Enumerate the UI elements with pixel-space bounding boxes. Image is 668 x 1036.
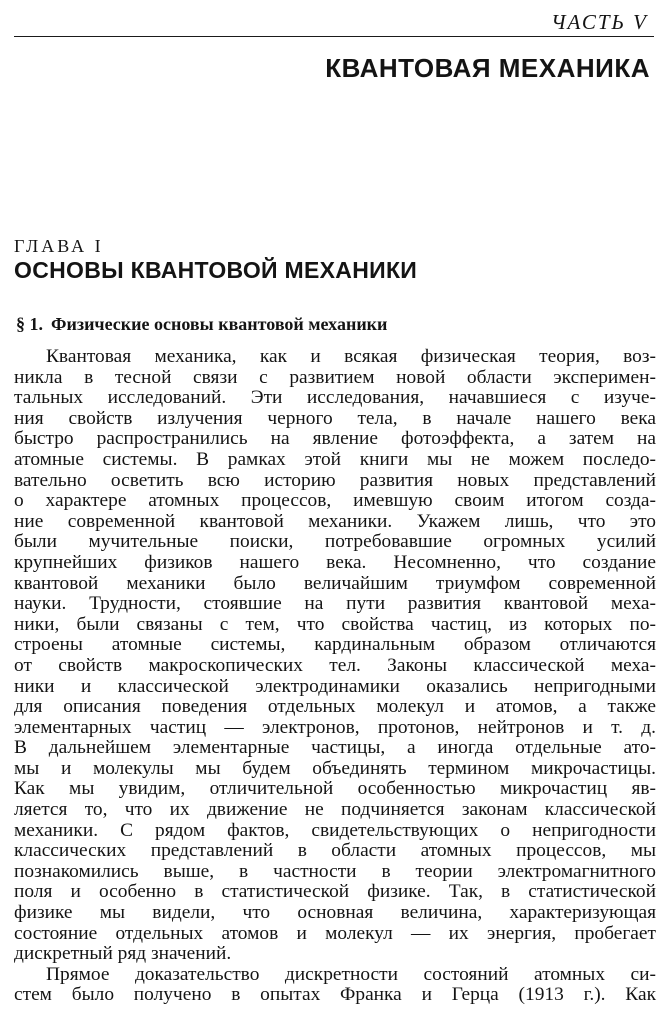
text-line: Квантовая механика, как и всякая физическая теория, воз-	[46, 346, 656, 367]
section-heading	[16, 314, 387, 335]
text-line: мы и молекулы мы будем объединять термином микрочастицы.	[14, 757, 656, 779]
text-line: атомные системы. В рамках этой книги мы не можем последо-	[14, 448, 656, 470]
text-line: тальных исследований. Эти исследования, начавшиеся с изуче-	[14, 387, 656, 409]
section-number: § 1.	[16, 314, 43, 334]
body-text	[14, 347, 656, 1006]
part-label: ЧАСТЬ V	[551, 10, 648, 34]
text-line: о характере атомных процессов, имевшую своим итогом созда-	[14, 490, 656, 512]
paragraph-2	[14, 965, 656, 1006]
text-line: от свойств макроскопических тел. Законы классической меха-	[14, 654, 656, 676]
text-line: классических представлений в области атомных процессов, мы	[14, 840, 656, 862]
text-line: элементарных частиц — электронов, протонов, нейтронов и т. д.	[14, 716, 656, 738]
text-line: поля и особенно в статистической физике. Так, в статистической	[14, 881, 656, 903]
text-line: Как мы увидим, отличительной особенностью микрочастиц яв-	[14, 778, 656, 800]
text-line: ники, были связаны с тем, что свойства частиц, из которых по-	[14, 613, 656, 635]
text-line: никла в тесной связи с развитием новой области эксперимен-	[14, 366, 656, 388]
text-line: Прямое доказательство дискретности состояний атомных си-	[46, 963, 656, 985]
text-line: науки. Трудности, стоявшие на пути развития квантовой меха-	[14, 593, 656, 615]
text-line: ния свойств излучения черного тела, в начале нашего века	[14, 407, 656, 429]
text-line: механики. С рядом фактов, свидетельствующих о непригодности	[14, 819, 656, 841]
text-line: ние современной квантовой механики. Укажем лишь, что это	[14, 510, 656, 532]
text-line: быстро распространились на явление фотоэффекта, а затем на	[14, 428, 656, 450]
section-title: Физические основы квантовой механики	[51, 314, 388, 334]
text-line: ляется то, что их движение не подчиняется законам классической	[14, 799, 656, 821]
chapter-title: ОСНОВЫ КВАНТОВОЙ МЕХАНИКИ	[14, 257, 418, 283]
text-line: познакомились выше, в частности в теории электромагнитного	[14, 860, 656, 882]
chapter-label: ГЛАВА I	[14, 236, 104, 256]
text-line: ники и классической электродинамики оказались непригодными	[14, 675, 656, 697]
running-header	[14, 6, 654, 37]
part-title: КВАНТОВАЯ МЕХАНИКА	[325, 53, 650, 83]
text-line: были мучительные поиски, потребовавшие огромных усилий	[14, 531, 656, 553]
text-line: квантовой механики было величайшим триумфом современной	[14, 572, 656, 594]
text-line: В дальнейшем элементарные частицы, а иногда отдельные ато-	[14, 737, 656, 759]
text-line: стем было получено в опытах Франка и Герца (1913 г.). Как	[14, 984, 656, 1006]
text-line: состояние отдельных атомов и молекул — их энергия, пробегает	[14, 922, 656, 944]
text-line: для описания поведения отдельных молекул и атомов, а также	[14, 696, 656, 718]
text-line: крупнейших физиков нашего века. Несомненно, что создание	[14, 551, 656, 573]
text-line: дискретный ряд значений.	[14, 943, 232, 965]
text-line: строены атомные системы, кардинальным образом отличаются	[14, 634, 656, 656]
text-line: физике мы видели, что основная величина, характеризующая	[14, 902, 656, 924]
paragraph-1	[14, 347, 656, 965]
text-line: вательно осветить всю историю развития новых представлений	[14, 469, 656, 491]
